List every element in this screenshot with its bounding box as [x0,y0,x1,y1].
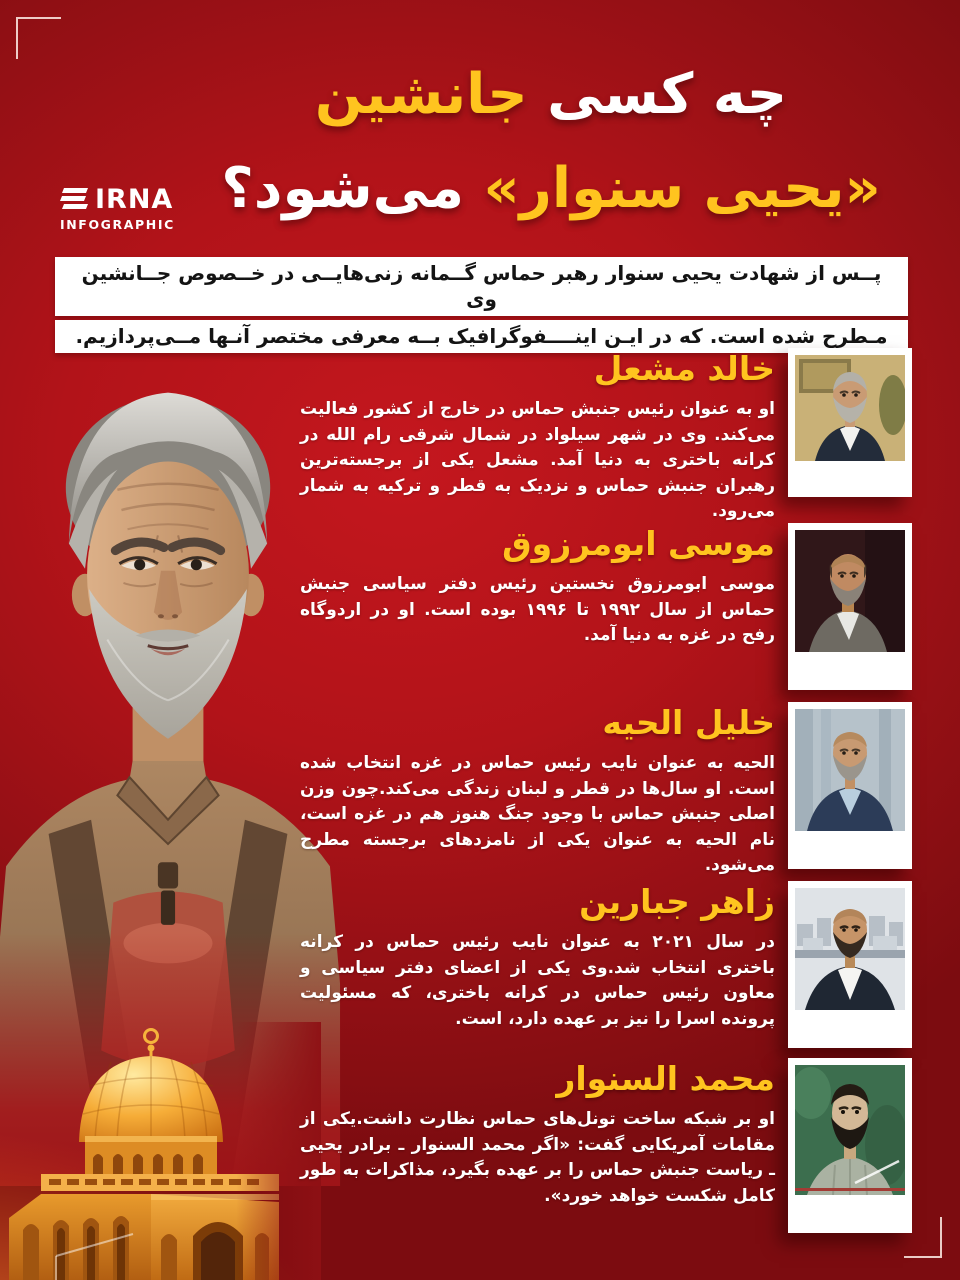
irna-logo-subtitle: INFOGRAPHIC [60,217,175,232]
candidate-description: او به عنوان رئیس جنبش حماس در خارج از کشور فعالیت می‌کند. وی در شهر سیلواد در شمال شرقی رام الله در کرانه باختری به دنیا آمد. مشعل یکی از برجسته‌ترین رهبران جنبش حماس و نزدیک به قطر و ترکیه به شمار می‌رود. [300,399,775,521]
candidate-section-mohammed-sinwar [300,1058,912,1233]
candidate-name: زاهر جبارین [579,882,775,921]
zaher-jabarin-photo [788,881,912,1048]
candidate-name: خلیل الحیه [602,703,775,742]
musa-abumarzuq-photo [788,523,912,690]
irna-logo-bars-icon [60,187,90,213]
irna-logo [60,186,175,232]
mohammed-sinwar-photo [788,1058,912,1233]
khalil-alhayya-photo [788,702,912,869]
intro-banner [55,257,908,357]
candidate-description: در سال ۲۰۲۱ به عنوان نایب رئیس حماس در کرانه باختری انتخاب شد.وی یکی از اعضای دفتر سیاسی و معاون رئیس حماس در کرانه باختری، که مسئولیت پرونده اسرا را نیز بر عهده دارد، است. [300,932,775,1029]
candidate-section-musa-abumarzuq [300,523,912,690]
candidate-description: الحیه به عنوان نایب رئیس حماس در غزه انتخاب شده است. او سال‌ها در قطر و لبنان زندگی می‌کند.چون وزن اصلی جنبش حماس با وجود جنگ هنوز هم در غزه است، نام الحیه به عنوان یکی از نامزدهای برجسته مطرح می‌شود. [300,753,775,875]
candidate-name: خالد مشعل [593,349,775,388]
page-title [170,48,932,236]
irna-logo-text: IRNA [95,184,174,215]
intro-line-1: پــس از شهادت یحیی سنوار رهبر حماس گــمانه زنی‌هایــی در خــصوص جــانشین وی [55,257,908,316]
candidate-description: موسی ابومرزوق نخستین رئیس دفتر سیاسی جنبش حماس از سال ۱۹۹۲ تا ۱۹۹۶ بوده است. او در اردوگاه رفح در غزه به دنیا آمد. [300,574,775,645]
title-line-1: چه کسی جانشین [314,62,788,127]
dome-of-the-rock-illustration [0,1022,322,1280]
khaled-mashal-photo [788,348,912,497]
candidate-section-khalil-alhayya [300,702,912,879]
corner-bracket-top-left-icon [16,17,61,59]
candidate-name: موسی ابومرزوق [502,524,775,563]
candidate-description: او بر شبکه ساخت تونل‌های حماس نظارت داشت.یکی از مقامات آمریکایی گفت: «اگر محمد السنوار ـ برادر یحیی ـ ریاست جنبش حماس را بر عهده بگیرد، مذاکرات به طور کامل شکست خواهد خورد». [300,1109,775,1206]
candidate-section-khaled-mashal [300,348,912,525]
intro-line-2: مـطرح شده است. که در ایـن اینــــفوگرافیک بــه معرفی مختصر آنـها مــی‌پردازیم. [55,320,908,353]
candidate-name: محمد السنوار [556,1059,775,1098]
candidate-section-zaher-jabarin [300,881,912,1048]
title-line-2: «یحیی سنوار» می‌شود؟ [221,156,881,221]
